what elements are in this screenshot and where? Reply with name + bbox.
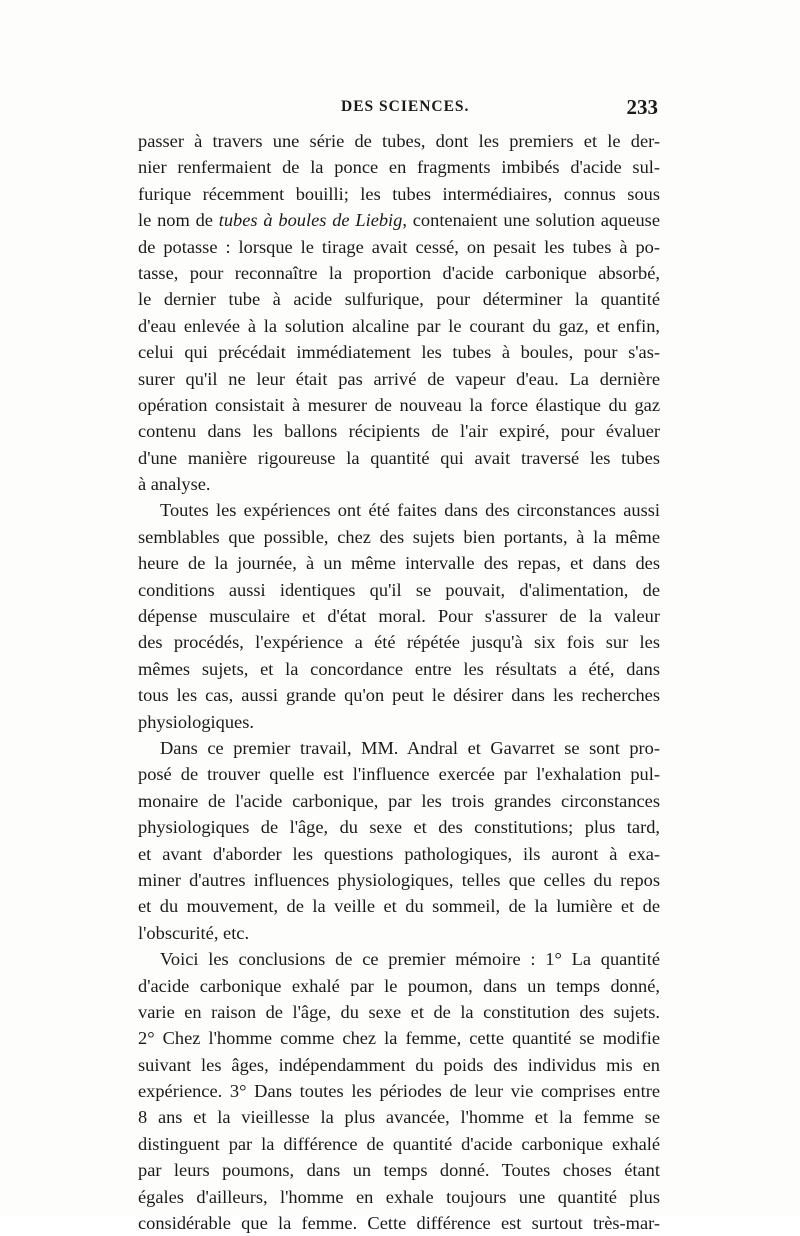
text-line: Dans ce premier travail, MM. Andral et Gavarret se sont pro-: [160, 737, 660, 758]
running-head: [138, 96, 658, 122]
text-line: Toutes les expériences ont été faites dans des circonstances aussi: [160, 500, 660, 521]
text-line: conditions aussi identiques qu'il se pouvait, d'alimentation, de: [138, 579, 660, 600]
text-line: opération consistait à mesurer de nouveau la force élastique du gaz: [138, 394, 660, 415]
text-line: suivant les âges, indépendamment du poids des individus mis en: [138, 1054, 660, 1075]
text-line: et du mouvement, de la veille et du sommeil, de la lumière et de: [138, 896, 660, 917]
text-line: distinguent par la différence de quantité d'acide carbonique exhalé: [138, 1133, 660, 1154]
text-line: 8 ans et la vieillesse la plus avancée, l'homme et la femme se: [138, 1107, 660, 1128]
paragraph: [138, 128, 660, 497]
text-line: celui qui précédait immédiatement les tubes à boules, pour s'as-: [138, 342, 660, 363]
text-line: [138, 207, 660, 233]
text-line: à analyse.: [138, 474, 211, 495]
text-line: l'obscurité, etc.: [138, 922, 250, 943]
text-line: surer qu'il ne leur était pas arrivé de vapeur d'eau. La dernière: [138, 368, 660, 389]
text-line: d'une manière rigoureuse la quantité qui avait traversé les tubes: [138, 447, 660, 468]
paragraph: [138, 497, 660, 735]
text-line: monaire de l'acide carbonique, par les trois grandes circonstances: [138, 790, 660, 811]
text-line: dépense musculaire et d'état moral. Pour s'assurer de la valeur: [138, 606, 660, 627]
text-line: posé de trouver quelle est l'influence exercée par l'exhalation pul-: [138, 764, 660, 785]
text-line: nier renfermaient de la ponce en fragments imbibés d'acide sul-: [138, 157, 660, 178]
text-line: physiologiques.: [138, 711, 254, 732]
text-run: le nom de: [138, 210, 219, 231]
text-line: tasse, pour reconnaître la proportion d'acide carbonique absorbé,: [138, 262, 660, 283]
text-line: Voici les conclusions de ce premier mémoire : 1° La quantité: [160, 949, 660, 970]
text-line: 2° Chez l'homme comme chez la femme, cette quantité se modifie: [138, 1028, 660, 1049]
text-line: semblables que possible, chez des sujets bien portants, à la même: [138, 526, 660, 547]
text-line: de potasse : lorsque le tirage avait cessé, on pesait les tubes à po-: [138, 236, 660, 257]
text-line: passer à travers une série de tubes, dont les premiers et le der-: [138, 131, 660, 151]
text-line: furique récemment bouilli; les tubes intermédiaires, connus sous: [138, 183, 660, 204]
text-line: mêmes sujets, et la concordance entre les résultats a été, dans: [138, 658, 660, 679]
text-line: par leurs poumons, dans un temps donné. Toutes choses étant: [138, 1160, 660, 1181]
running-title: DES SCIENCES.: [341, 98, 470, 115]
text-line: d'acide carbonique exhalé par le poumon, dans un temps donné,: [138, 975, 660, 996]
text-line: égales d'ailleurs, l'homme en exhale toujours une quantité plus: [138, 1186, 660, 1207]
italic-term: tubes à boules de Liebig: [218, 210, 403, 231]
text-line: le dernier tube à acide sulfurique, pour déterminer la quantité: [138, 289, 660, 310]
text-line: heure de la journée, à un même intervalle des repas, et dans des: [138, 553, 660, 574]
text-line: expérience. 3° Dans toutes les périodes de leur vie comprises entre: [138, 1081, 660, 1102]
body-text: [138, 128, 660, 1236]
paragraph: [138, 946, 660, 1236]
page-number: 233: [626, 95, 658, 119]
text-line: physiologiques de l'âge, du sexe et des constitutions; plus tard,: [138, 817, 660, 838]
text-line: d'eau enlevée à la solution alcaline par le courant du gaz, et enfin,: [138, 315, 660, 336]
text-line: miner d'autres influences physiologiques, telles que celles du repos: [138, 869, 660, 890]
paragraph: [138, 735, 660, 946]
text-run: , contenaient une solution aqueuse: [402, 210, 660, 231]
text-line: des procédés, l'expérience a été répétée jusqu'à six fois sur les: [138, 632, 660, 653]
text-line: contenu dans les ballons récipients de l'air expiré, pour évaluer: [138, 421, 660, 442]
text-line: varie en raison de l'âge, du sexe et de la constitution des sujets.: [138, 1001, 660, 1022]
text-line: considérable que la femme. Cette différence est surtout très-mar-: [138, 1213, 660, 1234]
text-line: tous les cas, aussi grande qu'on peut le désirer dans les recherches: [138, 685, 660, 706]
text-line: et avant d'aborder les questions pathologiques, ils auront à exa-: [138, 843, 660, 864]
